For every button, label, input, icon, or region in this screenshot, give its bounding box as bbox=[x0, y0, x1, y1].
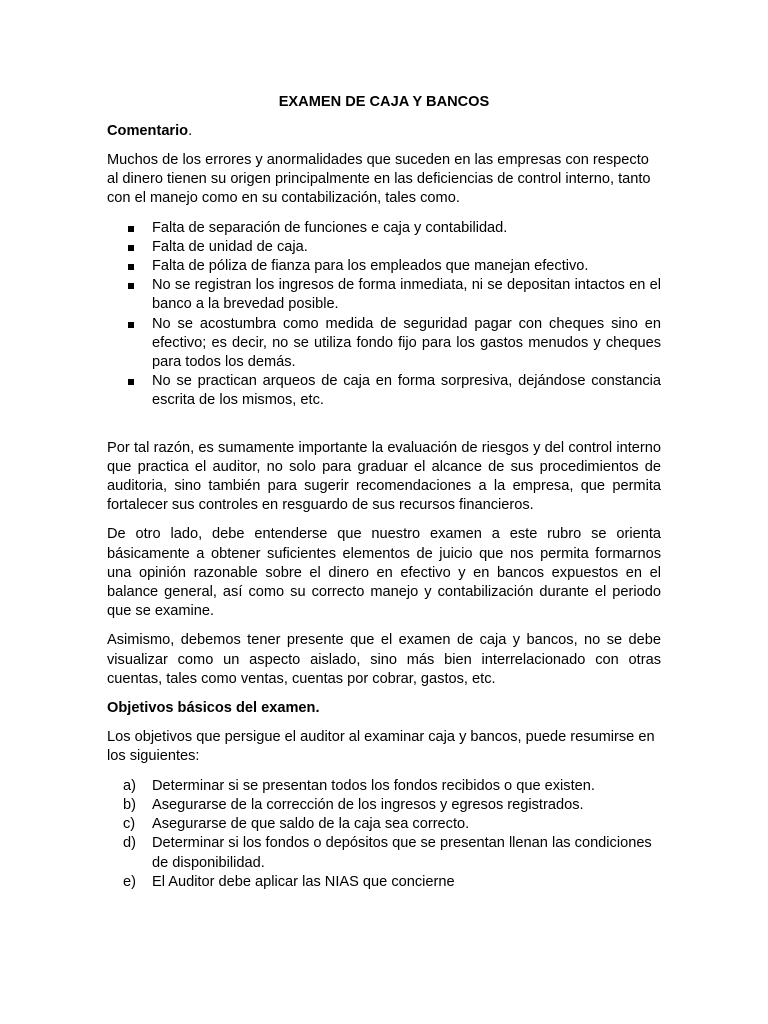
list-item bbox=[107, 834, 661, 872]
objectives-heading-label: Objetivos básicos del examen. bbox=[107, 700, 320, 717]
document-page bbox=[107, 90, 661, 892]
document-title: EXAMEN DE CAJA Y BANCOS bbox=[278, 94, 490, 110]
list-item: No se practican arqueos de caja en forma sorpresiva, dejándose constancia escrita de los mismos, etc. bbox=[107, 372, 661, 410]
list-item: No se registran los ingresos de forma inmediata, ni se depositan intactos en el banco a la brevedad posible. bbox=[107, 276, 661, 314]
list-item: Falta de unidad de caja. bbox=[107, 238, 661, 257]
list-item bbox=[107, 796, 661, 815]
list-item bbox=[107, 873, 661, 892]
list-item: Falta de póliza de fianza para los empleados que manejan efectivo. bbox=[107, 257, 661, 276]
list-item: No se acostumbra como medida de seguridad pagar con cheques sino en efectivo; es decir, no se utiliza fondo fijo para los gastos menudos y cheques para todos los demás. bbox=[107, 315, 661, 373]
list-item-text: Asegurarse de que saldo de la caja sea correcto. bbox=[152, 816, 470, 833]
scope-paragraph: De otro lado, debe entenderse que nuestro examen a este rubro se orienta básicamente a obtener suficientes elementos de juicio que nos permita formarnos una opinión razonable sobre el dinero en efectivo y en bancos expuestos en el balance general, así como su correcto manejo y contabilización durante el periodo que se examine. bbox=[107, 526, 661, 620]
comment-heading-period: . bbox=[188, 123, 193, 139]
comment-heading bbox=[107, 122, 661, 142]
objectives-heading bbox=[107, 699, 661, 718]
intro-paragraph: Muchos de los errores y anormalidades que suceden en las empresas con respecto al dinero tienen su origen principalmente en las deficiencias de control interno, tanto con el manejo como en su contabilización, tales como. bbox=[107, 152, 651, 207]
list-item-text: Determinar si se presentan todos los fondos recibidos o que existen. bbox=[152, 777, 595, 794]
comment-heading-label: Comentario bbox=[107, 123, 189, 139]
list-marker: a) bbox=[123, 777, 136, 794]
deficiency-list bbox=[107, 219, 661, 411]
list-marker: c) bbox=[123, 816, 136, 833]
list-item bbox=[107, 777, 661, 796]
list-marker: d) bbox=[123, 835, 136, 852]
list-item: Falta de separación de funciones e caja y contabilidad. bbox=[107, 219, 661, 238]
list-item-text: El Auditor debe aplicar las NIAS que concierne bbox=[152, 873, 455, 890]
reason-paragraph: Por tal razón, es sumamente importante la evaluación de riesgos y del control interno que practica el auditor, no solo para graduar el alcance de sus procedimientos de auditoria, sino también para sugerir recomendaciones a la empresa, que permita fortalecer sus controles en resguardo de sus recursos financieros. bbox=[107, 439, 661, 514]
list-item bbox=[107, 815, 661, 834]
objectives-list bbox=[107, 777, 661, 892]
list-item-text: Determinar si los fondos o depósitos que se presentan llenan las condiciones de disponibilidad. bbox=[152, 835, 652, 871]
list-marker: e) bbox=[123, 873, 136, 890]
list-marker: b) bbox=[123, 796, 136, 813]
related-accounts-paragraph: Asimismo, debemos tener presente que el examen de caja y bancos, no se debe visualizar como un aspecto aislado, sino más bien interrelacionado con otras cuentas, tales como ventas, cuentas por cobrar, gastos, etc. bbox=[107, 632, 661, 687]
objectives-intro-paragraph: Los objetivos que persigue el auditor al examinar caja y bancos, puede resumirse en los siguientes: bbox=[107, 729, 655, 765]
list-item-text: Asegurarse de la corrección de los ingresos y egresos registrados. bbox=[152, 796, 584, 813]
